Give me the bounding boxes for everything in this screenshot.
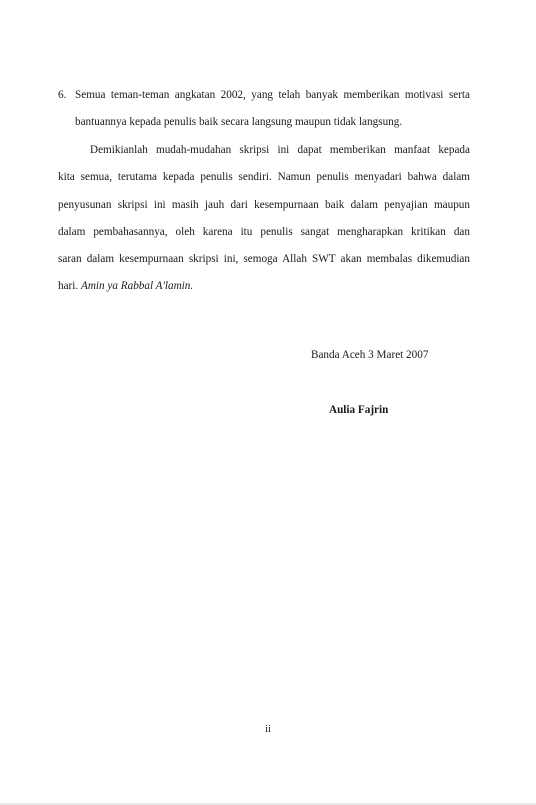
paragraph-line-6-prefix: hari. — [58, 280, 81, 292]
paragraph-line-1: Demikianlah mudah-mudahan skripsi ini dapat memberikan manfaat kepada — [90, 144, 470, 156]
list-item-number: 6. — [58, 89, 67, 101]
signature-name: Aulia Fajrin — [329, 404, 389, 416]
paragraph-line-5: saran dalam kesempurnaan skripsi ini, semoga Allah SWT akan membalas dikemudian — [58, 253, 470, 265]
list-item-line-2: bantuannya kepada penulis baik secara langsung maupun tidak langsung. — [75, 116, 403, 128]
paragraph-line-6 — [58, 279, 193, 293]
paragraph-line-4: dalam pembahasannya, oleh karena itu penulis sangat mengharapkan kritikan dan — [58, 226, 470, 238]
page-number: ii — [265, 724, 271, 735]
paragraph-line-2: kita semua, terutama kepada penulis sendiri. Namun penulis menyadari bahwa dalam — [58, 171, 470, 183]
closing-prayer: Amin ya Rabbal A'lamin. — [81, 280, 194, 292]
signature-place-date: Banda Aceh 3 Maret 2007 — [311, 349, 429, 361]
paragraph-line-3: penyusunan skripsi ini masih jauh dari kesempurnaan baik dalam penyajian maupun — [58, 199, 470, 211]
list-item-line-1: Semua teman-teman angkatan 2002, yang telah banyak memberikan motivasi serta — [75, 89, 470, 101]
